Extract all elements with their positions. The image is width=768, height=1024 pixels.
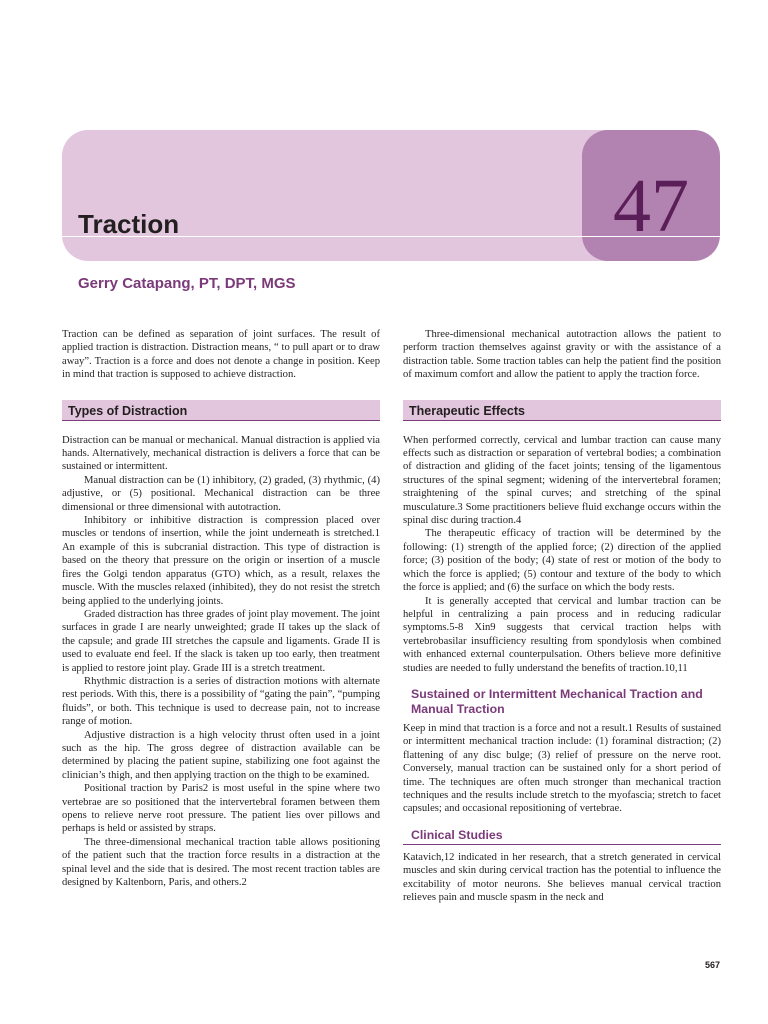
body-paragraph: Rhythmic distraction is a series of distraction motions with alternate rest periods. With this, there is a possibility of “gating the pain”, “pumping fluids”, or both. This technique is used to decrease pain, not to increase range of motion. [62, 675, 380, 728]
clinical-studies-title: Clinical Studies [403, 828, 721, 845]
body-paragraph: Keep in mind that traction is a force and not a result.1 Results of sustained or intermittent mechanical traction include: (1) foraminal distraction; (2) flattening of any disc bulge; (3) relief of pressure on the nerve root. Conversely, manual traction can be sustained only for a short period of time. The techniques are often much stronger than mechanical traction techniques and the results include stretch to the myofascia; stretch to facet capsules; and occasional repositioning of vertebrae. [403, 722, 721, 815]
intro-paragraph: Three-dimensional mechanical autotraction allows the patient to perform traction themselves against gravity or with the assistance of a distraction table. Some traction tables can help the patient find the position of maximum comfort and allow the patient to apply the traction force. [403, 329, 721, 381]
right-column [403, 328, 721, 904]
chapter-author: Gerry Catapang, PT, DPT, MGS [78, 275, 296, 292]
body-paragraph: Graded distraction has three grades of joint play movement. The joint surfaces in grade I are nearly unweighted; grade II takes up the slack of the capsule; and grade III stretches the capsule and ligaments. Grade II is used to evaluate end feel. If the slack is taken up too early, then treatment is applied to restore joint play. Grade III is a stretch treatment. [62, 608, 380, 674]
chapter-banner [62, 130, 646, 261]
body-paragraph: The three-dimensional mechanical traction table allows positioning of the patient such that the traction force results in a distraction at the spinal level and the side that is desired. The most recent traction tables are designed by Kaltenborn, Paris, and others.2 [62, 836, 380, 889]
chapter-number: 47 [613, 164, 689, 248]
body-paragraph: The therapeutic efficacy of traction will be determined by the following: (1) strength of the applied force; (2) direction of the applied force; (3) position of the body; (4) state of rest or motion of the body to which the force is applied; (5) contour and texture of the body to which the force is applied; and (6) the surface on which the body rests. [403, 528, 721, 594]
chapter-title: Traction [78, 209, 180, 239]
body-paragraph: Adjustive distraction is a high velocity thrust often used in a joint such as the hip. The gross degree of distraction available can be determined by placing the patient supine, stabilizing one foot against the clinician’s thigh, and then applying traction on the thigh to be examined. [62, 729, 380, 781]
section-header-therapeutic-effects [403, 400, 721, 421]
page-number: 567 [704, 960, 720, 970]
section-title: Therapeutic Effects [409, 403, 526, 418]
section-title: Types of Distraction [68, 403, 188, 418]
section-header-types-of-distraction [62, 400, 380, 421]
body-paragraph: Katavich,12 indicated in her research, that a stretch generated in cervical muscles and skin during cervical traction has the potential to influence the excitability of motor neurons. She believes manual cervical traction relieves pain and muscle spasm in the neck and [403, 851, 721, 903]
body-paragraph: Manual distraction can be (1) inhibitory, (2) graded, (3) rhythmic, (4) adjustive, or (5) positional. Mechanical distraction can be three dimensional or three dimensional with autotraction. [62, 474, 380, 513]
body-paragraph: Distraction can be manual or mechanical. Manual distraction is applied via hands. Alternatively, mechanical distraction is delivers a force that can be sustained or intermittent. [62, 434, 380, 473]
body-paragraph: Positional traction by Paris2 is most useful in the spine where two vertebrae are so positioned that the intervertebral foramen between them opens to relieve nerve root pressure. The patient lies over pillows and perhaps is held or assisted by straps. [62, 783, 380, 835]
intro-paragraph: Traction can be defined as separation of joint surfaces. The result of applied traction is distraction. Distraction means, “ to pull apart or to draw away”. Traction is a force and does not denote a change in position. Keep in mind that traction is supposed to achieve distraction. [62, 329, 380, 381]
body-paragraph: Inhibitory or inhibitive distraction is compression placed over muscles or tendons of insertion, while the joint underneath is stretched.1 An example of this is subcranial distraction. This type of distraction is based on the theory that pressure on the origin or insertion of a muscle fires the Golgi tendon apparatus (GTO) which, as a result, relaxes the muscle. With the muscles relaxed (inhibited), they do not resist the stretch being applied to the underlying joints. [62, 515, 380, 607]
left-column [62, 328, 380, 889]
body-paragraph: It is generally accepted that cervical and lumbar traction can be helpful in centralizing a pain process and in reducing radicular symptoms.5-8 Xin9 suggests that cervical traction helps with vertebrobasilar insufficiency resulting from spondylosis when combined with enhanced external counterpulsation. Others believe more definitive studies are needed to fully understand the benefits of traction.10,11 [403, 595, 721, 674]
subsection-title: Sustained or Intermittent Mechanical Traction and Manual Traction [411, 686, 703, 716]
body-paragraph: When performed correctly, cervical and lumbar traction can cause many effects such as distraction or separation of vertebral bodies; a combination of distraction and gliding of the facet joints; tensing of the ligamentous structures of the spinal segment; widening of the intervertebral foramen; straightening of the spinal curves; and stretching of the spinal musculature.3 Some practitioners believe fluid exchange occurs within the spinal disc during traction.4 [403, 434, 721, 527]
